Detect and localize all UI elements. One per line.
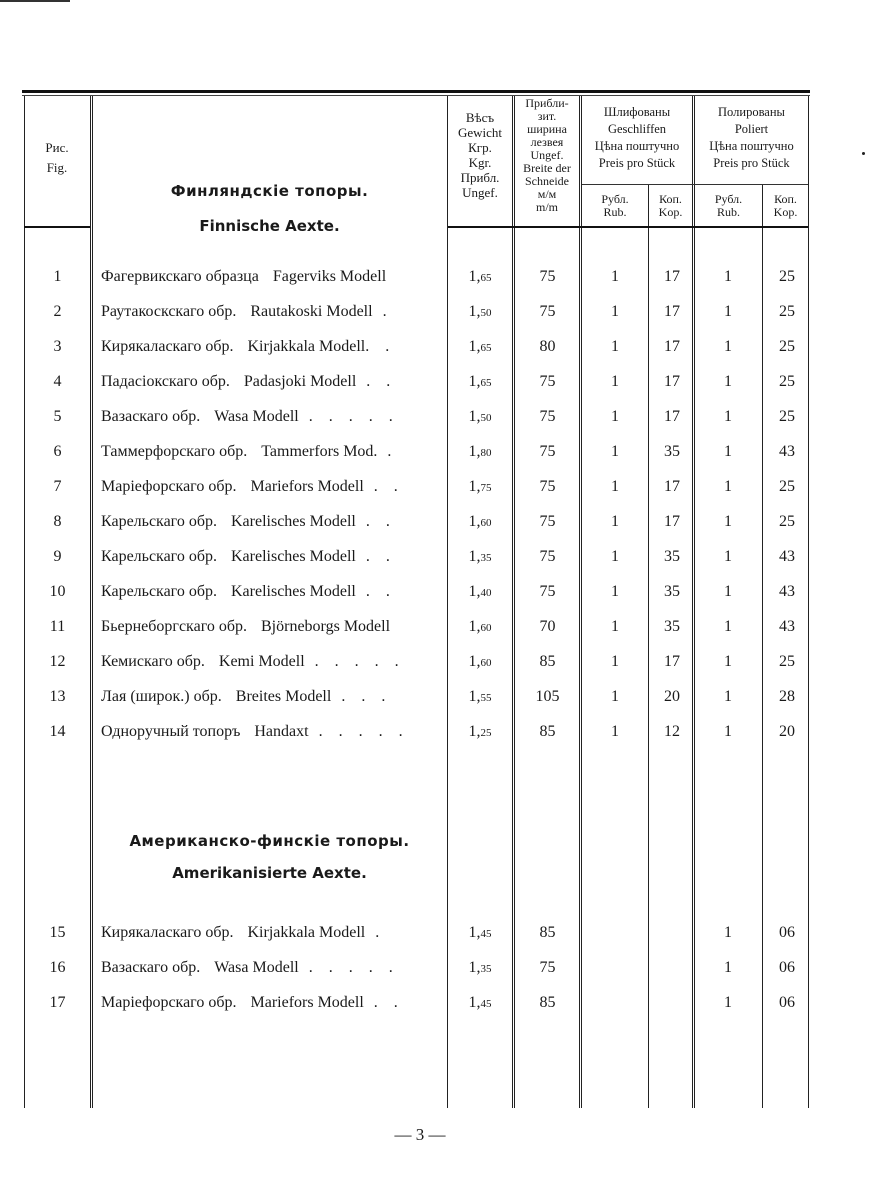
weight-int: 1,: [468, 268, 481, 285]
blade-width-value: 80: [539, 338, 556, 355]
weight-decimal: 65: [480, 377, 492, 389]
fig-number: 2: [53, 303, 62, 320]
ground-rub-value: 1: [611, 688, 619, 705]
weight-int: 1,: [468, 653, 481, 670]
model-description: [101, 513, 467, 531]
blade-width-value: 85: [539, 723, 556, 740]
leader-dots: . . . . .: [308, 723, 409, 740]
polished-kop-value: 43: [779, 443, 795, 460]
weight-decimal: 55: [480, 692, 492, 704]
blade-width-value: 85: [539, 994, 556, 1011]
ground-kop-value: 17: [664, 653, 680, 670]
ground-kop-value: 17: [664, 338, 680, 355]
model-description: [101, 338, 467, 356]
weight-decimal: 65: [480, 342, 492, 354]
weight-value: [447, 723, 513, 741]
weight-value: [447, 478, 513, 496]
table-top-rule: [22, 90, 810, 93]
polished-kop-value: 06: [779, 924, 795, 941]
table-row: [24, 959, 810, 979]
model-name-de: Kirjakkala Modell: [247, 338, 366, 355]
ground-rub-ru: Рубл.: [601, 192, 629, 206]
polished-kop-value: 43: [779, 618, 795, 635]
weight-decimal: 75: [480, 482, 492, 494]
weight-header-line: Ungef.: [462, 185, 498, 200]
polished-kop-value: 25: [779, 303, 795, 320]
weight-decimal: 65: [480, 272, 492, 284]
fig-number: 9: [53, 548, 62, 565]
section-title-de: Amerikanisierte Aexte.: [172, 864, 367, 882]
blade-width-value: 75: [539, 443, 556, 460]
polished-kop-value: 06: [779, 994, 795, 1011]
model-name-de: Björneborgs Modell: [261, 618, 391, 635]
model-name-ru: Вазаскаго обр.: [101, 959, 201, 976]
polished-kop-value: 25: [779, 373, 795, 390]
polished-kop-value: 25: [779, 478, 795, 495]
weight-int: 1,: [468, 924, 481, 941]
polished-rub-value: 1: [724, 443, 732, 460]
model-name-de: Padasjoki Modell: [243, 373, 357, 390]
model-description: [101, 994, 467, 1012]
weight-decimal: 60: [480, 622, 492, 634]
blade-width-value: 75: [539, 303, 556, 320]
polished-rub-value: 1: [724, 548, 732, 565]
weight-value: [447, 268, 513, 286]
width-header: [514, 97, 580, 214]
ground-header-line: Geschliffen: [607, 122, 667, 136]
table-row: [24, 373, 810, 393]
polished-rub-value: 1: [724, 478, 732, 495]
model-name-de: Wasa Modell: [214, 959, 299, 976]
model-description: [101, 408, 467, 426]
model-name-ru: Кирякаласкаго обр.: [101, 338, 234, 355]
polished-kop-value: 43: [779, 583, 795, 600]
weight-header-line: Кгр.: [468, 140, 492, 155]
model-description: [101, 303, 467, 321]
weight-value: [447, 924, 513, 942]
polished-rub-value: 1: [724, 513, 732, 530]
leader-dots: . . .: [331, 688, 392, 705]
polished-kop-value: 28: [779, 688, 795, 705]
section-title-ru: Американско-финскіе топоры.: [129, 832, 410, 850]
ground-rub-value: 1: [611, 583, 619, 600]
weight-int: 1,: [468, 618, 481, 635]
model-description: [101, 959, 467, 977]
table-row: [24, 513, 810, 533]
model-name-de: Mariefors Modell: [250, 478, 364, 495]
weight-value: [447, 513, 513, 531]
ground-rub-value: 1: [611, 338, 619, 355]
model-name-ru: Одноручный топоръ: [101, 723, 241, 740]
model-name-ru: Вазаскаго обр.: [101, 408, 201, 425]
leader-dots: . .: [365, 338, 396, 355]
ground-header-line: Шлифованы: [603, 105, 671, 119]
weight-int: 1,: [468, 303, 481, 320]
polished-rub-value: 1: [724, 303, 732, 320]
ground-kop-value: 35: [664, 548, 680, 565]
ground-rub-value: 1: [611, 268, 619, 285]
polished-header-line: Полированы: [718, 105, 785, 119]
blade-width-value: 75: [539, 478, 556, 495]
width-header-line: зит.: [537, 109, 557, 123]
table-row: [24, 924, 810, 944]
table-row: [24, 478, 810, 498]
blade-width-value: 75: [539, 959, 556, 976]
table-row: [24, 723, 810, 743]
model-name-ru: Падасіокскаго обр.: [101, 373, 230, 390]
table-row: [24, 268, 810, 288]
fig-header-ru: Рис.: [45, 140, 69, 155]
price-subheader-rule: [582, 184, 808, 185]
polished-rub-value: 1: [724, 373, 732, 390]
model-name-ru: Карельскаго обр.: [101, 583, 217, 600]
ground-rub-value: 1: [611, 373, 619, 390]
weight-decimal: 25: [480, 727, 492, 739]
weight-value: [447, 994, 513, 1012]
ground-rub-value: 1: [611, 653, 619, 670]
weight-value: [447, 303, 513, 321]
model-description: [101, 373, 467, 391]
polished-kop-value: 25: [779, 338, 795, 355]
fig-number: 12: [49, 653, 66, 670]
model-name-de: Karelisches Modell: [230, 513, 356, 530]
weight-header: [448, 110, 512, 200]
polished-header: [695, 104, 808, 172]
model-description: [101, 688, 467, 706]
weight-decimal: 50: [480, 412, 492, 424]
polished-kop-value: 06: [779, 959, 795, 976]
ground-kop-header: [649, 193, 692, 219]
ground-rub-de: Rub.: [603, 205, 627, 219]
model-description: [101, 478, 467, 496]
leader-dots: . .: [355, 583, 396, 600]
polished-rub-value: 1: [724, 653, 732, 670]
weight-value: [447, 373, 513, 391]
ground-kop-value: 17: [664, 373, 680, 390]
fig-number: 8: [53, 513, 62, 530]
polished-header-line: Poliert: [734, 122, 769, 136]
fig-number: 11: [49, 618, 66, 635]
polished-header-line: Цѣна поштучно: [709, 139, 794, 153]
weight-header-line: Прибл.: [460, 170, 500, 185]
ground-rub-value: 1: [611, 478, 619, 495]
model-description: [101, 583, 467, 601]
ground-rub-value: 1: [611, 618, 619, 635]
model-name-de: Tammerfors Mod.: [261, 443, 378, 460]
polished-rub-value: 1: [724, 583, 732, 600]
table-row: [24, 688, 810, 708]
polished-rub-value: 1: [724, 618, 732, 635]
model-name-ru: Фагервикскаго образца: [101, 268, 259, 285]
weight-header-line: Kgr.: [468, 155, 492, 170]
table-row: [24, 618, 810, 638]
polished-kop-value: 20: [779, 723, 795, 740]
polished-rub-value: 1: [724, 338, 732, 355]
model-name-de: Kemi Modell: [218, 653, 305, 670]
model-name-ru: Маріефорскаго обр.: [101, 994, 237, 1011]
weight-value: [447, 688, 513, 706]
model-name-de: Mariefors Modell: [250, 994, 364, 1011]
weight-decimal: 35: [480, 963, 492, 975]
table-row: [24, 408, 810, 428]
weight-value: [447, 548, 513, 566]
ground-rub-value: 1: [611, 408, 619, 425]
polished-kop-header: [763, 193, 808, 219]
leader-dots: . . . . .: [298, 408, 399, 425]
leader-dots: . .: [363, 478, 404, 495]
weight-header-line: Вѣсъ: [465, 110, 495, 125]
fig-number: 5: [53, 408, 62, 425]
weight-int: 1,: [468, 959, 481, 976]
model-description: [101, 653, 467, 671]
blade-width-value: 75: [539, 583, 556, 600]
blade-width-value: 75: [539, 408, 556, 425]
blade-width-value: 75: [539, 513, 556, 530]
ground-rub-header: [582, 193, 648, 219]
weight-decimal: 40: [480, 587, 492, 599]
ground-header: [582, 104, 692, 172]
model-description: [101, 924, 467, 942]
scan-mark: [0, 0, 70, 2]
section-title-ru: Финляндскіе топоры.: [170, 182, 369, 200]
ground-rub-value: 1: [611, 723, 619, 740]
table-row: [24, 303, 810, 323]
ground-rub-value: 1: [611, 303, 619, 320]
model-name-de: Karelisches Modell: [230, 548, 356, 565]
polished-rub-header: [695, 193, 762, 219]
fig-number: 15: [49, 924, 66, 941]
ground-kop-value: 17: [664, 268, 680, 285]
width-header-line: Breite der: [523, 161, 571, 175]
polished-rub-value: 1: [724, 408, 732, 425]
scan-speck: [862, 152, 865, 155]
model-name-ru: Кирякаласкаго обр.: [101, 924, 234, 941]
fig-number: 3: [53, 338, 62, 355]
polished-rub-value: 1: [724, 723, 732, 740]
weight-int: 1,: [468, 408, 481, 425]
fig-header-rule: [24, 226, 90, 228]
blade-width-value: 75: [539, 548, 556, 565]
weight-decimal: 80: [480, 447, 492, 459]
model-name-ru: Бьернеборгскаго обр.: [101, 618, 247, 635]
leader-dots: .: [365, 924, 386, 941]
fig-number: 16: [49, 959, 66, 976]
ground-kop-ru: Коп.: [659, 192, 682, 206]
width-header-line: Ungef.: [530, 148, 564, 162]
model-name-ru: Карельскаго обр.: [101, 513, 217, 530]
ground-rub-value: 1: [611, 548, 619, 565]
ground-kop-de: Kop.: [658, 205, 683, 219]
polished-rub-value: 1: [724, 924, 732, 941]
width-header-line: лезвея: [530, 135, 564, 149]
model-name-de: Handaxt: [254, 723, 309, 740]
polished-kop-value: 25: [779, 653, 795, 670]
model-name-de: Wasa Modell: [214, 408, 299, 425]
leader-dots: . . . . .: [298, 959, 399, 976]
polished-rub-ru: Рубл.: [714, 192, 743, 206]
polished-kop-value: 25: [779, 268, 795, 285]
polished-rub-value: 1: [724, 994, 732, 1011]
polished-kop-de: Kop.: [773, 205, 798, 219]
ground-rub-value: 1: [611, 443, 619, 460]
weight-int: 1,: [468, 723, 481, 740]
weight-decimal: 60: [480, 517, 492, 529]
fig-number: 17: [49, 994, 66, 1011]
blade-width-value: 85: [539, 924, 556, 941]
weight-decimal: 50: [480, 307, 492, 319]
ground-header-line: Цѣна поштучно: [594, 139, 680, 153]
fig-number: 14: [49, 723, 66, 740]
ground-kop-value: 20: [664, 688, 680, 705]
model-name-de: Breites Modell: [235, 688, 332, 705]
polished-kop-value: 25: [779, 513, 795, 530]
weight-value: [447, 443, 513, 461]
leader-dots: . .: [356, 373, 397, 390]
model-name-ru: Маріефорскаго обр.: [101, 478, 237, 495]
model-name-de: Fagerviks Modell: [272, 268, 387, 285]
polished-kop-ru: Коп.: [774, 192, 797, 206]
blade-width-value: 75: [539, 373, 556, 390]
polished-header-line: Preis pro Stück: [713, 156, 790, 170]
header-bottom-rule: [448, 226, 808, 228]
fig-number: 1: [53, 268, 62, 285]
weight-value: [447, 408, 513, 426]
fig-number: 4: [53, 373, 62, 390]
ground-rub-value: 1: [611, 513, 619, 530]
model-name-ru: Раутакоскскаго обр.: [101, 303, 237, 320]
leader-dots: .: [377, 443, 398, 460]
weight-decimal: 60: [480, 657, 492, 669]
ground-kop-value: 17: [664, 303, 680, 320]
weight-value: [447, 959, 513, 977]
fig-number: 7: [53, 478, 62, 495]
weight-value: [447, 583, 513, 601]
page-number: — 3 —: [394, 1125, 446, 1144]
model-description: [101, 723, 467, 741]
model-name-de: Karelisches Modell: [230, 583, 356, 600]
blade-width-value: 105: [535, 688, 560, 705]
model-description: [101, 443, 467, 461]
leader-dots: . .: [355, 548, 396, 565]
weight-decimal: 45: [480, 928, 492, 940]
weight-int: 1,: [468, 548, 481, 565]
blade-width-value: 70: [539, 618, 556, 635]
width-header-line: Schneide: [525, 174, 569, 188]
table-row: [24, 548, 810, 568]
leader-dots: . .: [355, 513, 396, 530]
model-name-ru: Карельскаго обр.: [101, 548, 217, 565]
ground-kop-value: 35: [664, 583, 680, 600]
fig-number: 10: [49, 583, 66, 600]
model-name-ru: Лая (широк.) обр.: [101, 688, 222, 705]
model-description: [101, 618, 467, 636]
fig-number: 13: [49, 688, 66, 705]
leader-dots: . . . . .: [304, 653, 405, 670]
model-description: [101, 548, 467, 566]
weight-int: 1,: [468, 583, 481, 600]
weight-decimal: 45: [480, 998, 492, 1010]
weight-decimal: 35: [480, 552, 492, 564]
table-row: [24, 994, 810, 1014]
model-description: [101, 268, 467, 286]
blade-width-value: 85: [539, 653, 556, 670]
blade-width-value: 75: [539, 268, 556, 285]
ground-kop-value: 35: [664, 443, 680, 460]
width-header-line: м/м: [537, 187, 557, 201]
weight-int: 1,: [468, 373, 481, 390]
ground-kop-value: 35: [664, 618, 680, 635]
table-row: [24, 653, 810, 673]
weight-value: [447, 653, 513, 671]
weight-int: 1,: [468, 338, 481, 355]
model-name-de: Kirjakkala Modell: [247, 924, 366, 941]
width-header-line: Прибли-: [525, 96, 569, 110]
weight-int: 1,: [468, 994, 481, 1011]
ground-kop-value: 17: [664, 478, 680, 495]
polished-rub-value: 1: [724, 688, 732, 705]
polished-kop-value: 25: [779, 408, 795, 425]
polished-rub-value: 1: [724, 959, 732, 976]
width-header-line: ширина: [527, 122, 567, 136]
fig-header: [24, 140, 90, 175]
model-name-ru: Таммерфорскаго обр.: [101, 443, 248, 460]
section-title-de: Finnische Aexte.: [199, 217, 340, 235]
fig-header-de: Fig.: [46, 160, 68, 175]
weight-value: [447, 618, 513, 636]
polished-kop-value: 43: [779, 548, 795, 565]
leader-dots: .: [372, 303, 393, 320]
polished-rub-value: 1: [724, 268, 732, 285]
weight-int: 1,: [468, 443, 481, 460]
ground-kop-value: 17: [664, 408, 680, 425]
ground-kop-value: 12: [664, 723, 680, 740]
weight-value: [447, 338, 513, 356]
ground-kop-value: 17: [664, 513, 680, 530]
weight-int: 1,: [468, 513, 481, 530]
table-row: [24, 583, 810, 603]
model-name-ru: Кемискаго обр.: [101, 653, 205, 670]
leader-dots: . .: [363, 994, 404, 1011]
table-row: [24, 338, 810, 358]
width-header-line: m/m: [535, 200, 558, 214]
ground-header-line: Preis pro Stück: [598, 156, 676, 170]
weight-int: 1,: [468, 478, 481, 495]
fig-number: 6: [53, 443, 62, 460]
polished-rub-de: Rub.: [716, 205, 740, 219]
weight-int: 1,: [468, 688, 481, 705]
weight-header-line: Gewicht: [457, 125, 503, 140]
model-name-de: Rautakoski Modell: [250, 303, 373, 320]
table-row: [24, 443, 810, 463]
